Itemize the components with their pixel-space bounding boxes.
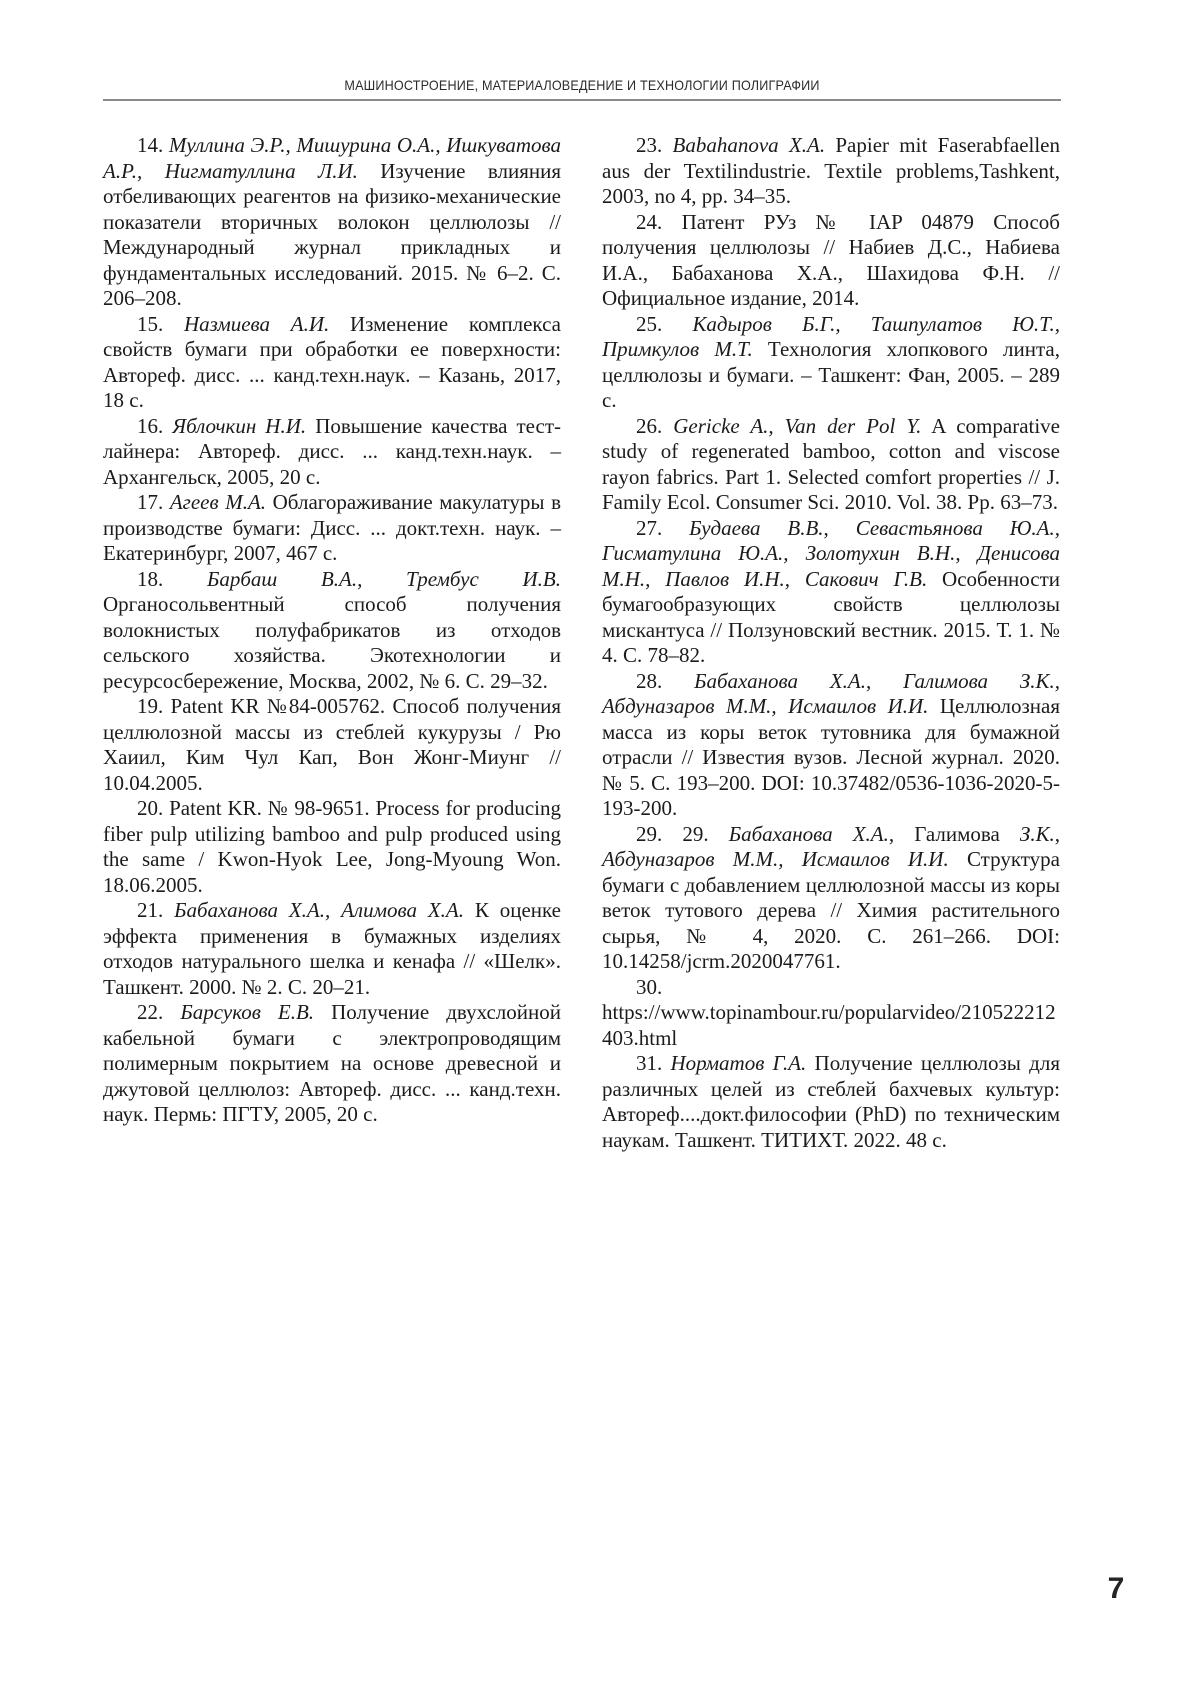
reference-authors: Барбаш В.А., Трембус И.В. [206, 566, 562, 591]
reference-authors: Будаева В.В. [689, 515, 824, 540]
reference-authors: Бабаханова Х.А., Галимова З.К., Абдуназаров М.М., Исмаилов И.И. [602, 668, 1060, 718]
right-column [602, 133, 1060, 1153]
reference-authors: Денисова М.Н., Павлов И.Н., Сакович Г.В. [602, 541, 1061, 591]
reference-authors: Норматов Г.А. [670, 1051, 807, 1075]
reference-text: Органосольвентный способ получения волокнистых полуфабрикатов из отходов сельского хозяйства. Экотехнологии и ресурсосбережение, Москва, 2002, № 6. С. 29–32. [103, 592, 561, 693]
reference-text: Целлюлозная масса из коры веток тутовника для бумажной отрасли // Известия вузов. Лесной журнал. 2020. № 5. С. 193–200. DOI: 10.37482/0536-1036-2020-5-193-200. [602, 694, 1060, 820]
reference-text: , [823, 515, 856, 540]
reference-authors: Бабаханова Х.А., Алимова Х.А. [174, 898, 464, 922]
reference-text: 21. [137, 898, 175, 922]
left-column [103, 133, 561, 1153]
running-header-text: МАШИНОСТРОЕНИЕ, МАТЕРИАЛОВЕДЕНИЕ И ТЕХНОЛОГИИ ПОЛИГРАФИИ [344, 77, 820, 93]
reference-text: 24. Патент РУз № IAP 04879 Способ получения целлюлозы // Набиев Д.С., Набиева И.А., Бабаханова Х.А., Шахидова Ф.Н. // Официальное издание, 2014. [602, 209, 1060, 310]
reference-authors: Gericke A., Van der Pol Y. [673, 413, 922, 438]
reference-item [103, 567, 561, 695]
reference-item [602, 822, 1060, 975]
reference-item [103, 796, 561, 898]
reference-text: 31. [636, 1051, 671, 1075]
reference-authors: Абдуназаров М.М., Исмаилов И.И. [602, 847, 949, 871]
reference-text: Повышение качества тест-лайнера: Автореф. дисс. ... канд.техн.наук. – Архангельск, 2005, 20 с. [103, 413, 562, 489]
header-rule [103, 99, 1061, 101]
reference-authors: Назмиева А.И. [183, 311, 330, 336]
reference-item [103, 312, 561, 414]
reference-text: , [955, 541, 978, 565]
reference-authors: Бабаханова Х.А. [728, 821, 889, 846]
reference-text: 14. [137, 133, 169, 157]
reference-text: 29. 29. [636, 821, 729, 846]
reference-item [602, 975, 1060, 1052]
reference-text: Облагораживание макулатуры в производстве бумаги: Дисс. ... докт.техн. наук. – Екатеринбург, 2007, 467 с. [103, 490, 561, 565]
reference-item [602, 516, 1060, 669]
reference-list [103, 133, 1061, 1153]
reference-text: 30. https://www.topinambour.ru/popularvideo/210522212403.html [602, 974, 1056, 1050]
reference-item [602, 669, 1060, 822]
reference-text: Структура бумаги с добавлением целлюлозной массы из коры веток тутового дерева // Химия растительного сырья, № 4, 2020. С. 261–266. DOI: 10.14258/jcrm.2020047761. [602, 847, 1060, 973]
running-header [103, 77, 1061, 93]
reference-text: 17. [137, 490, 170, 514]
page-number: 7 [1107, 1572, 1125, 1605]
reference-authors: Яблочкин Н.И. [172, 413, 307, 438]
reference-authors: Кадыров Б.Г., Ташпулатов Ю.Т., Примкулов М.Т. [602, 311, 1061, 361]
reference-text: , [1054, 821, 1061, 846]
reference-text: 27. [636, 515, 690, 540]
reference-text: A comparative study of regenerated bamboo, cotton and viscose rayon fabrics. Part 1. Selected comfort properties // J. Family Ecol. Consumer Sci. 2010. Vol. 38. Pp. 63–73. [602, 413, 1060, 514]
reference-text: 23. [636, 133, 673, 157]
reference-text: Изучение влияния отбеливающих реагентов на физико-механические показатели вторичных волокон целлюлозы // Международный журнал прикладных и фундаментальных исследований. 2015. № 6–2. С. 206–208. [103, 158, 561, 310]
reference-text: 18. [137, 566, 207, 591]
reference-item [602, 312, 1060, 414]
reference-text: 22. [137, 1000, 181, 1024]
reference-text: Технология хлопкового линта, целлюлозы и бумаги. – Ташкент: Фан, 2005. – 289 с. [602, 337, 1060, 412]
reference-item [103, 898, 561, 1000]
reference-text: Получение целлюлозы для различных целей из стеблей бахчевых культур: Автореф....докт.философии (PhD) по техническим наукам. Ташкент. ТИТИХТ. 2022. 48 с. [602, 1051, 1060, 1152]
reference-item [103, 1000, 561, 1128]
reference-authors: Севастьянова Ю.А., Гисматулина Ю.А., Золотухин В.Н. [602, 515, 1060, 565]
reference-authors: Муллина Э.Р., Мишурина О.А., Ишкуватова А.Р., Нигматуллина Л.И. [103, 133, 562, 183]
reference-text: 20. Patent KR. № 98-9651. Process for producing fiber pulp utilizing bamboo and pulp produced using the same / Kwon-Hyok Lee, Jong-Myoung Won. 18.06.2005. [103, 796, 561, 897]
reference-item [602, 1051, 1060, 1153]
reference-item [103, 133, 561, 312]
reference-text: 16. [137, 413, 173, 438]
reference-text: Изменение комплекса свойств бумаги при обработки ее поверхности: Автореф. дисс. ... канд.техн.наук. – Казань, 2017, 18 с. [103, 311, 561, 412]
reference-text: , Галимова [888, 821, 1020, 846]
reference-text: 15. [137, 311, 184, 336]
reference-text: Papier mit Faserabfaellen aus der Textilindustrie. Textile problems,Tashkent, 2003, no 4, pp. 34–35. [602, 133, 1060, 208]
reference-item [602, 133, 1060, 210]
reference-authors: Babahanova X.A. [672, 133, 826, 157]
reference-text: 19. Patent KR №84-005762. Способ получения целлюлозной массы из стеблей кукурузы / Рю Хаиил, Ким Чул Кап, Вон Жонг-Миунг // 10.04.2005. [103, 694, 561, 795]
reference-authors: Барсуков Е.В. [180, 1000, 315, 1024]
reference-text: Получение двухслойной кабельной бумаги с электропроводящим полимерным покрытием на основе древесной и джутовой целлюлоз: Автореф. дисс. ... канд.техн. наук. Пермь: ПГТУ, 2005, 20 с. [103, 1000, 561, 1126]
reference-item [103, 694, 561, 796]
reference-text: 25. [636, 311, 693, 336]
reference-text: 26. [636, 413, 674, 438]
reference-authors: З.К. [1019, 821, 1055, 846]
reference-text: Особенности бумагообразующих свойств целлюлозы мискантуса // Ползуновский вестник. 2015. Т. 1. № 4. С. 78–82. [602, 566, 1061, 667]
reference-item [103, 414, 561, 491]
reference-item [103, 490, 561, 567]
reference-text: К оценке эффекта применения в бумажных изделиях отходов натурального шелка и кенафа // «Шелк». Ташкент. 2000. № 2. С. 20–21. [103, 898, 561, 999]
reference-item [602, 210, 1060, 312]
reference-text: 28. [636, 668, 695, 693]
reference-item [602, 414, 1060, 516]
reference-authors: Агеев М.А. [169, 490, 267, 514]
